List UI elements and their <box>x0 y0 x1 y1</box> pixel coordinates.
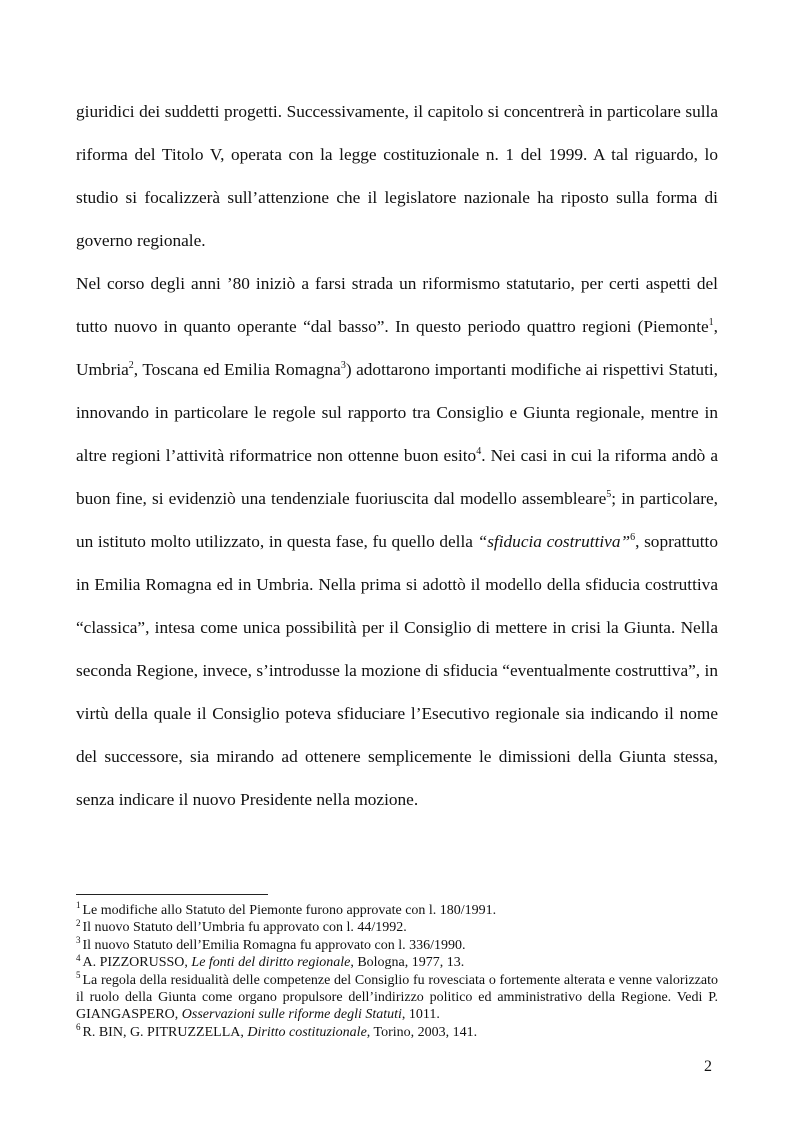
footnote-4 <box>76 954 718 971</box>
footnote-ref-4[interactable]: 4 <box>476 446 482 458</box>
footnotes <box>76 902 718 1041</box>
footnote-2 <box>76 919 718 936</box>
footnote-text: La regola della residualità delle competenze del Consiglio fu rovesciata o fortemente alterata e venne valorizzato il ruolo della Giunta come organo propulsore dell’indirizzo politico ed amministrativo della Regione. Vedi P. GIANGASPERO, <box>76 972 718 1023</box>
footnote-text: , 1011. <box>401 1007 440 1023</box>
footnote-text: Le modifiche allo Statuto del Piemonte furono approvate con l. 180/1991. <box>82 903 497 918</box>
footnote-text: Il nuovo Statuto dell’Umbria fu approvato con l. 44/1992. <box>82 920 407 936</box>
footnote-number: 2 <box>76 917 81 928</box>
paragraph-1: giuridici dei suddetti progetti. Successivamente, il capitolo si concentrerà in particolare sulla riforma del Titolo V, operata con la legge costituzionale n. 1 del 1999. A tal riguardo, lo studio si focalizzerà sull’attenzione che il legislatore nazionale ha riposto sulla forma di governo regionale. <box>76 102 718 250</box>
footnote-text: R. BIN, G. PITRUZZELLA, <box>82 1024 248 1040</box>
footnote-separator <box>76 894 268 895</box>
footnote-number: 1 <box>76 900 81 911</box>
footnote-number: 3 <box>76 935 81 946</box>
footnote-1 <box>76 902 718 919</box>
paragraph-2 <box>76 262 718 821</box>
footnote-ref-1[interactable]: 1 <box>708 317 714 329</box>
text-segment: , Umbria <box>76 317 718 379</box>
footnote-number: 6 <box>76 1022 81 1033</box>
footnote-title: Le fonti del diritto regionale <box>191 955 351 971</box>
footnote-3 <box>76 937 718 954</box>
footnote-text: , Bologna, 1977, 13. <box>350 955 465 971</box>
body-text <box>76 90 718 821</box>
footnote-text: , Torino, 2003, 141. <box>366 1024 478 1040</box>
footnote-title: Osservazioni sulle riforme degli Statuti <box>181 1007 402 1023</box>
footnote-ref-3[interactable]: 3 <box>340 360 346 372</box>
page-number: 2 <box>704 1058 712 1075</box>
footnote-number: 4 <box>76 952 81 963</box>
footnote-ref-6[interactable]: 6 <box>630 532 636 544</box>
footnote-number: 5 <box>76 969 81 980</box>
footnote-6 <box>76 1024 718 1041</box>
footnote-text: A. PIZZORUSSO, <box>82 955 192 971</box>
footnote-ref-2[interactable]: 2 <box>128 360 134 372</box>
footnote-5 <box>76 969 718 1024</box>
text-segment: , Toscana ed Emilia Romagna <box>133 360 341 379</box>
italic-term: “sfiducia costruttiva” <box>477 532 631 551</box>
text-segment: Nel corso degli anni ’80 iniziò a farsi strada un riformismo statutario, per certi aspetti del tutto nuovo in quanto operante “dal basso”. In questo periodo quattro regioni (Piemonte <box>76 274 718 336</box>
text-segment: ) adottarono importanti modifiche ai rispettivi Statuti, innovando in particolare le regole sul rapporto tra Consiglio e Giunta regionale, mentre in altre regioni l’attività riformatrice non ottenne buon esito <box>76 360 718 465</box>
footnote-text: Il nuovo Statuto dell’Emilia Romagna fu approvato con l. 336/1990. <box>82 937 466 953</box>
text-segment: ; in particolare, un istituto molto utilizzato, in questa fase, fu quello della <box>76 489 718 551</box>
footnote-ref-5[interactable]: 5 <box>606 489 612 501</box>
text-segment: , soprattutto in Emilia Romagna ed in Umbria. Nella prima si adottò il modello della sfiducia costruttiva “classica”, intesa come unica possibilità per il Consiglio di mettere in crisi la Giunta. Nella seconda Regione, invece, s’introdusse la mozione di sfiducia “eventualmente costruttiva”, in virtù della quale il Consiglio poteva sfiduciare l’Esecutivo regionale sia indicando il nome del successore, sia mirando ad ottenere semplicemente le dimissioni della Giunta stessa, senza indicare il nuovo Presidente nella mozione. <box>76 532 718 809</box>
text-segment: . Nei casi in cui la riforma andò a buon fine, si evidenziò una tendenziale fuoriuscita dal modello assembleare <box>76 446 718 508</box>
footnote-title: Diritto costituzionale <box>247 1024 367 1040</box>
